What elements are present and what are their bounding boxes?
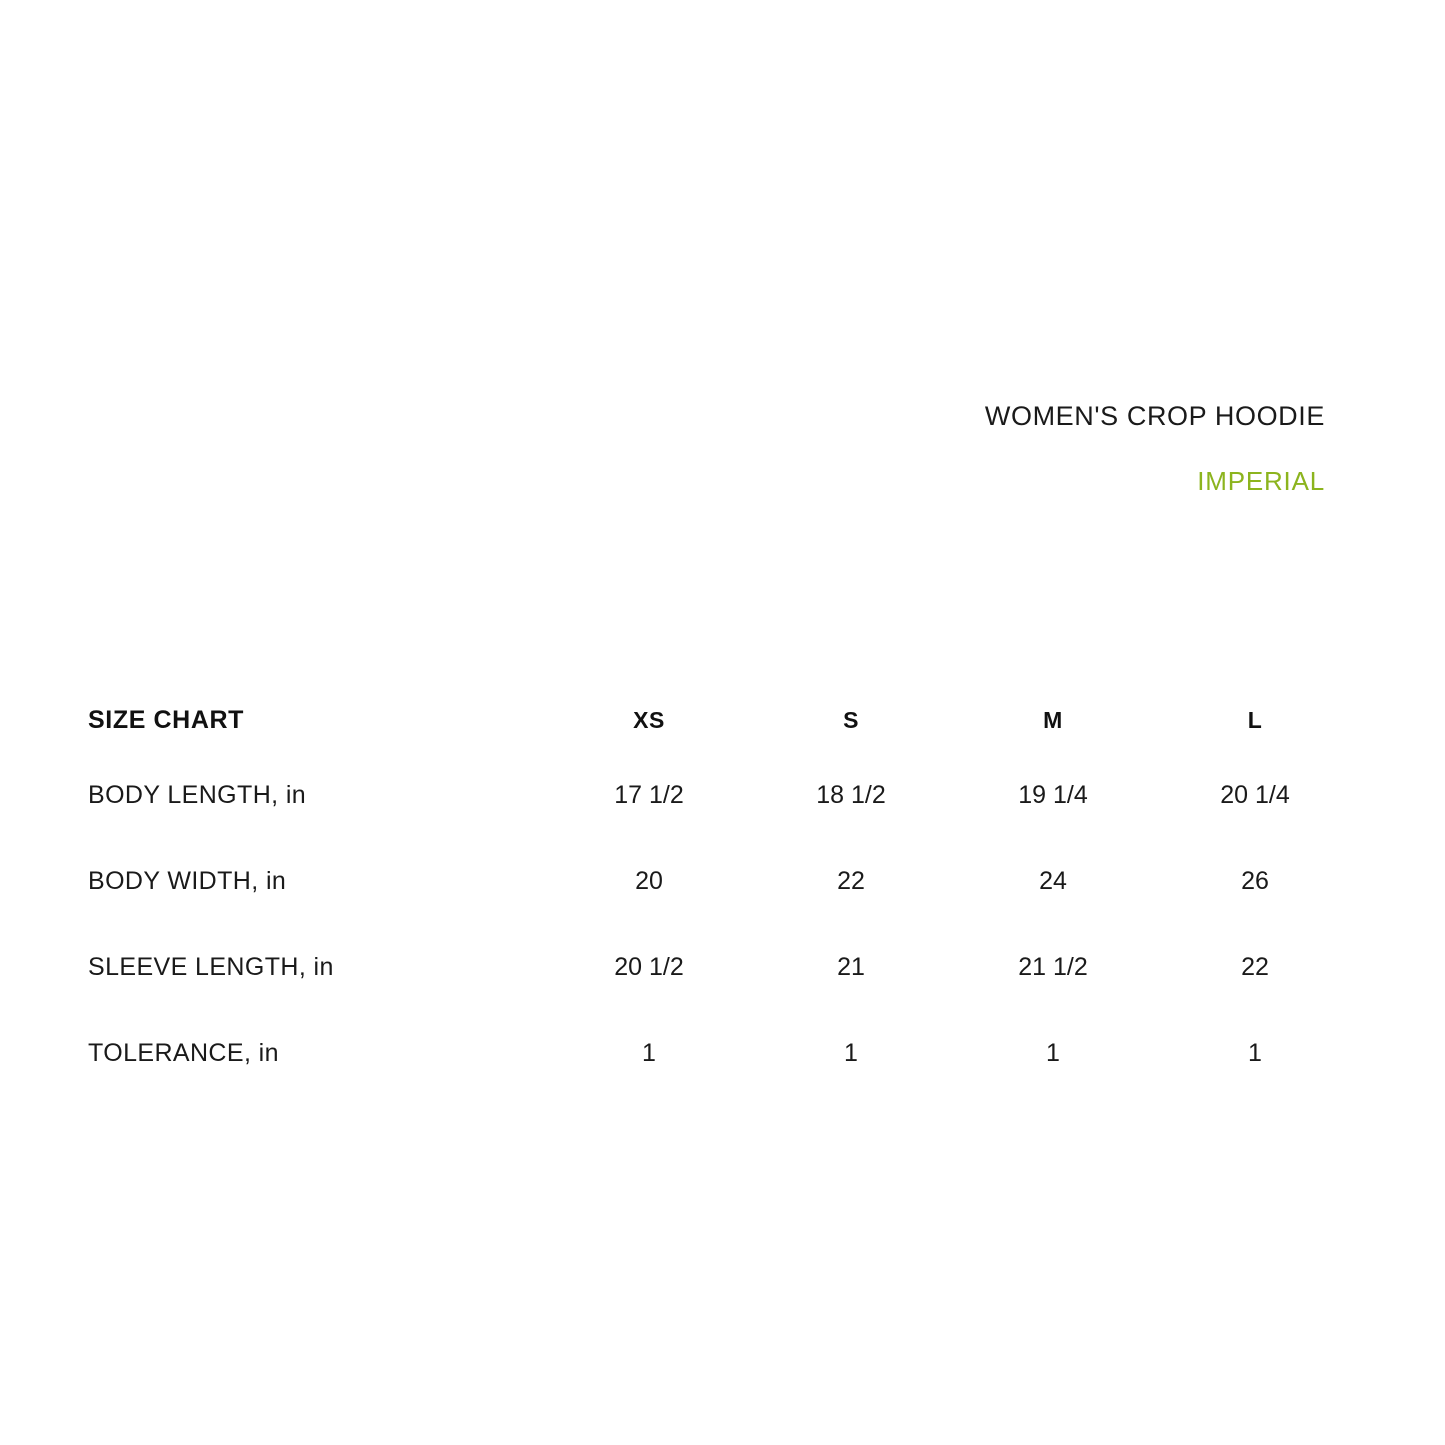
size-chart-table bbox=[88, 688, 1356, 1096]
cell-body-width-m: 24 bbox=[1039, 866, 1067, 895]
row-label-body-width: BODY WIDTH, in bbox=[88, 866, 287, 895]
size-chart-table-wrapper bbox=[88, 688, 1356, 1096]
product-title: WOMEN'S CROP HOODIE bbox=[984, 401, 1325, 431]
table-row bbox=[88, 924, 1356, 1010]
cell-body-length-m: 19 1/4 bbox=[1018, 780, 1088, 809]
cell-tolerance-l: 1 bbox=[1248, 1038, 1262, 1067]
row-label-tolerance: TOLERANCE, in bbox=[88, 1038, 279, 1067]
column-header-m: M bbox=[1043, 706, 1063, 733]
cell-body-width-l: 26 bbox=[1241, 866, 1269, 895]
cell-tolerance-m: 1 bbox=[1046, 1038, 1060, 1067]
column-header-s: S bbox=[843, 706, 859, 733]
cell-sleeve-length-xs: 20 1/2 bbox=[614, 952, 684, 981]
column-header-l: L bbox=[1247, 706, 1263, 733]
cell-body-width-s: 22 bbox=[837, 866, 865, 895]
unit-system-label: IMPERIAL bbox=[1197, 466, 1325, 497]
table-row bbox=[88, 838, 1356, 924]
cell-body-width-xs: 20 bbox=[635, 866, 663, 895]
cell-body-length-l: 20 1/4 bbox=[1220, 780, 1290, 809]
cell-sleeve-length-l: 22 bbox=[1241, 952, 1269, 981]
row-label-body-length: BODY LENGTH, in bbox=[88, 780, 307, 809]
table-header-row bbox=[88, 688, 1356, 752]
table-row bbox=[88, 752, 1356, 838]
row-label-sleeve-length: SLEEVE LENGTH, in bbox=[88, 952, 334, 981]
column-header-xs: XS bbox=[633, 706, 665, 733]
cell-body-length-xs: 17 1/2 bbox=[614, 780, 684, 809]
header-block bbox=[985, 400, 1325, 497]
cell-body-length-s: 18 1/2 bbox=[816, 780, 886, 809]
size-chart-corner-label: SIZE CHART bbox=[88, 705, 244, 734]
cell-tolerance-xs: 1 bbox=[642, 1038, 656, 1067]
cell-sleeve-length-s: 21 bbox=[837, 952, 865, 981]
cell-tolerance-s: 1 bbox=[844, 1038, 858, 1067]
cell-sleeve-length-m: 21 1/2 bbox=[1018, 952, 1088, 981]
table-row bbox=[88, 1010, 1356, 1096]
